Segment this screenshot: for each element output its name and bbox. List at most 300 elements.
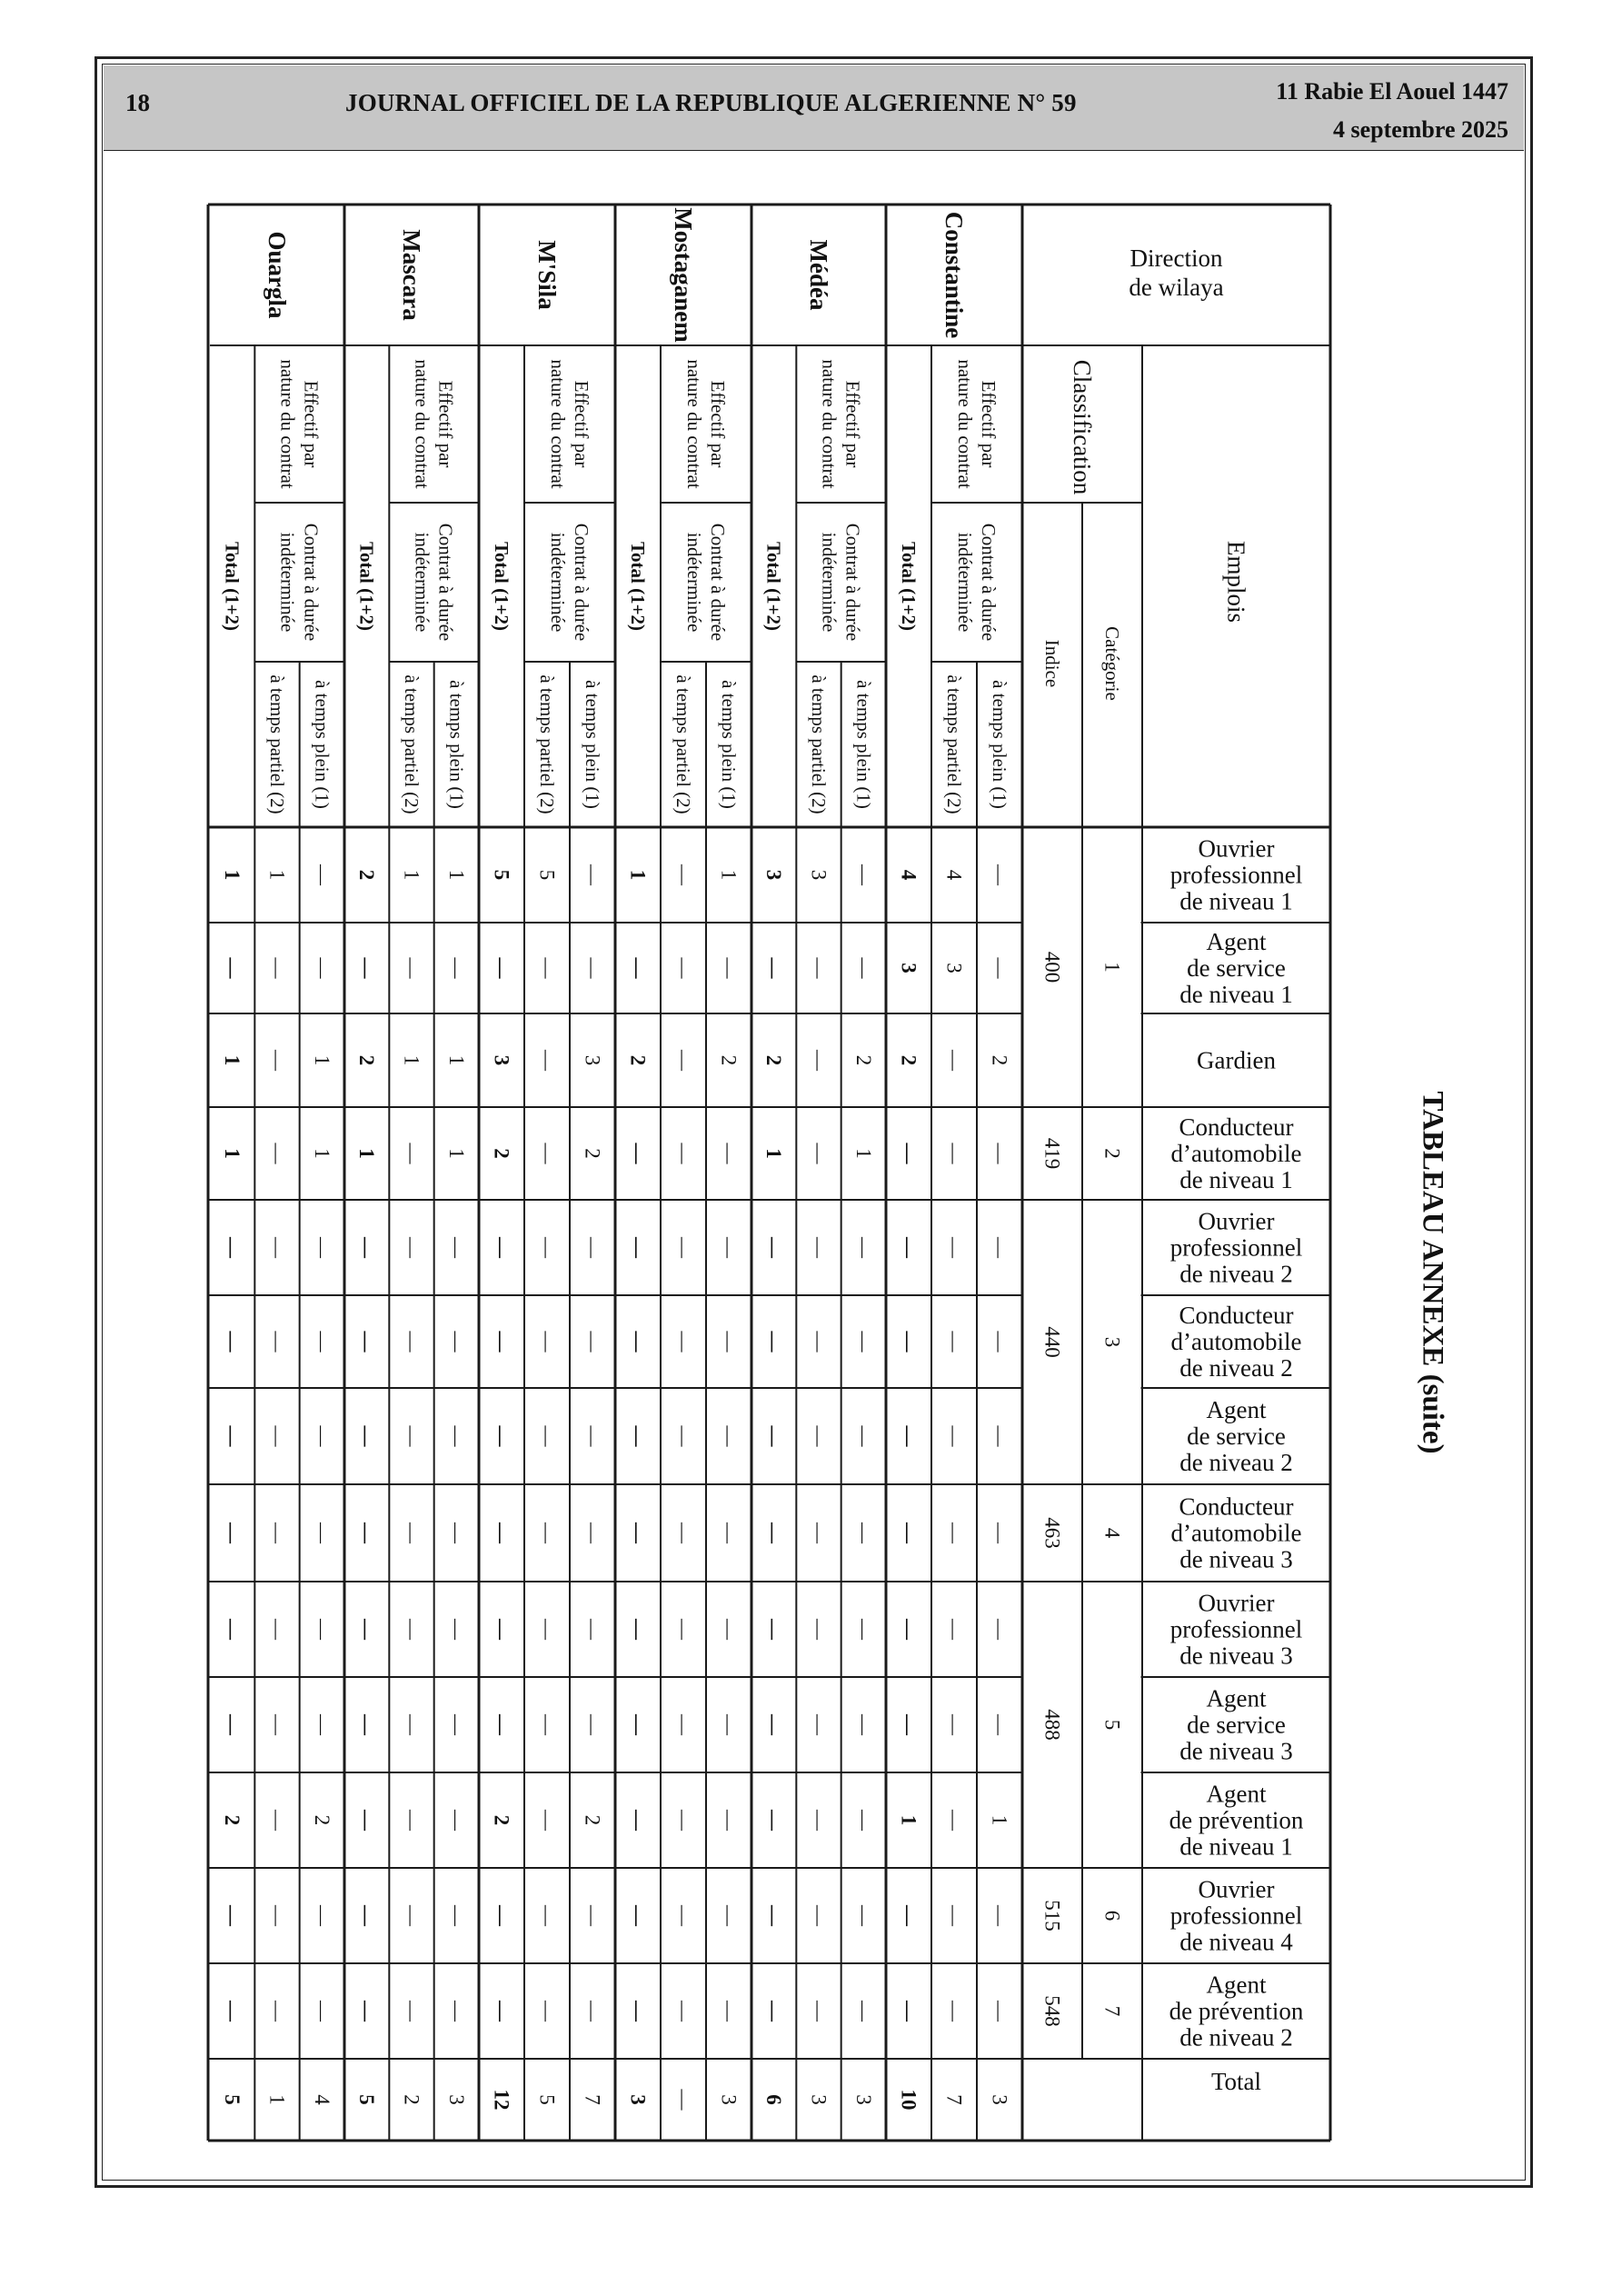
cell-plein-5-10: 2 (310, 1814, 333, 1826)
job-name-4-line-1: professionnel (1169, 1233, 1303, 1262)
partiel-label-3: à temps partiel (2) (536, 674, 558, 814)
job-name-2-line-0: Gardien (1197, 1046, 1276, 1074)
categorie-1: 2 (1100, 1148, 1124, 1159)
cell-partiel-2-6: — (672, 1425, 695, 1447)
cell-partiel-5-5: — (265, 1331, 289, 1353)
cell-plein-3-8: — (581, 1619, 604, 1640)
cell-plein-3-4: — (581, 1237, 604, 1258)
effectif-label-4-line-0: Effectif par (434, 380, 457, 468)
cell-plein-3-13: 7 (581, 2094, 604, 2105)
cell-plein-2-6: — (717, 1425, 741, 1447)
cell-total-2-1: — (626, 957, 650, 979)
job-name-10-line-2: de niveau 1 (1179, 1832, 1293, 1861)
cell-plein-4-8: — (444, 1619, 468, 1640)
cell-plein-0-0: — (988, 864, 1011, 885)
cell-partiel-0-8: — (942, 1619, 966, 1640)
effectif-label-1-line-0: Effectif par (841, 380, 864, 468)
cell-partiel-4-5: — (400, 1331, 423, 1353)
indice-0: 400 (1040, 951, 1064, 983)
effectif-label-3-line-0: Effectif par (571, 380, 592, 468)
plein-label-2: à temps plein (1) (718, 680, 740, 809)
total-label-3: Total (1+2) (491, 541, 512, 632)
total-label-0: Total (1+2) (898, 541, 920, 632)
cell-total-1-6: — (762, 1425, 786, 1447)
cell-total-0-2: 2 (897, 1054, 920, 1066)
cell-partiel-5-7: — (265, 1522, 289, 1543)
cell-plein-5-3: 1 (310, 1148, 333, 1159)
contrat-label-4-line-0: Contrat à durée (434, 523, 457, 642)
cell-partiel-2-1: — (672, 957, 695, 979)
classification-header: Classification (1069, 359, 1096, 495)
cell-total-5-5: — (221, 1331, 244, 1353)
cell-partiel-4-9: — (400, 1714, 423, 1735)
cell-partiel-3-8: — (535, 1619, 559, 1640)
categorie-6: 7 (1100, 2005, 1124, 2017)
cell-partiel-3-0: 5 (535, 869, 559, 881)
cell-plein-1-10: — (851, 1810, 875, 1831)
job-name-5-line-2: de niveau 2 (1179, 1354, 1293, 1382)
job-name-10-line-0: Agent (1206, 1780, 1267, 1808)
cell-total-0-6: — (897, 1425, 920, 1447)
indice-4: 488 (1040, 1709, 1064, 1741)
cell-total-0-8: — (897, 1619, 920, 1640)
cell-plein-3-10: 2 (581, 1814, 604, 1826)
cell-total-1-9: — (762, 1714, 786, 1735)
contrat-label-5-line-1: indéterminée (276, 532, 299, 633)
cell-total-5-8: — (221, 1619, 244, 1640)
cell-plein-1-5: — (851, 1331, 875, 1353)
cell-plein-2-3: — (717, 1143, 741, 1164)
cell-plein-3-3: 2 (581, 1148, 604, 1159)
cell-total-5-3: 1 (221, 1148, 244, 1159)
cell-partiel-2-5: — (672, 1331, 695, 1353)
job-name-1-line-2: de niveau 1 (1179, 981, 1293, 1008)
cell-plein-5-12: — (310, 2001, 333, 2021)
effectif-label-4-line-1: nature du contrat (411, 359, 433, 489)
cell-partiel-1-12: — (807, 2001, 831, 2021)
cell-partiel-0-9: — (942, 1714, 966, 1735)
job-name-9-line-2: de niveau 3 (1179, 1737, 1293, 1765)
direction-header-line-0: Direction (1129, 245, 1223, 272)
cell-plein-1-1: — (851, 957, 875, 979)
cell-total-5-10: 2 (221, 1814, 244, 1826)
cell-plein-0-12: — (988, 2001, 1011, 2021)
cell-total-4-4: — (355, 1237, 379, 1258)
contrat-label-3-line-1: indéterminée (547, 532, 569, 633)
cell-total-3-12: — (490, 2001, 513, 2021)
cell-partiel-1-9: — (807, 1714, 831, 1735)
cell-plein-1-6: — (851, 1425, 875, 1447)
effectif-label-2-line-0: Effectif par (707, 380, 729, 468)
cell-plein-4-11: — (444, 1905, 468, 1926)
cell-total-5-9: — (221, 1714, 244, 1735)
cell-plein-3-1: — (581, 957, 604, 979)
cell-total-3-0: 5 (490, 869, 513, 881)
cell-plein-3-0: — (581, 864, 604, 885)
cell-partiel-5-6: — (265, 1425, 289, 1447)
wilaya-name-1: Médéa (805, 239, 832, 311)
effectif-label-5-line-0: Effectif par (300, 380, 323, 468)
total-col-header: Total (1210, 2068, 1262, 2095)
cell-plein-2-8: — (717, 1619, 741, 1640)
cell-total-0-1: 3 (897, 963, 920, 973)
cell-plein-0-7: — (988, 1522, 1011, 1543)
cell-partiel-1-2: — (807, 1050, 831, 1071)
job-name-12-line-1: de prévention (1169, 1997, 1304, 2025)
cell-partiel-3-3: — (535, 1143, 559, 1164)
cell-total-3-4: — (490, 1237, 513, 1258)
cell-total-4-0: 2 (355, 869, 379, 881)
cell-total-4-9: — (355, 1714, 379, 1735)
job-name-6-line-2: de niveau 2 (1179, 1449, 1293, 1476)
job-name-11-line-2: de niveau 4 (1179, 1928, 1293, 1956)
cell-plein-4-2: 1 (444, 1054, 468, 1066)
cell-partiel-5-4: — (265, 1237, 289, 1258)
cell-plein-4-9: — (444, 1714, 468, 1735)
cell-total-5-2: 1 (221, 1054, 244, 1066)
cell-partiel-2-2: — (672, 1050, 695, 1071)
page-number: 18 (125, 89, 150, 116)
cell-plein-0-6: — (988, 1425, 1011, 1447)
cell-partiel-4-0: 1 (400, 869, 423, 881)
cell-partiel-2-8: — (672, 1619, 695, 1640)
effectif-label-0-line-0: Effectif par (978, 380, 1000, 468)
job-name-4-line-0: Ouvrier (1198, 1207, 1275, 1235)
cell-plein-1-7: — (851, 1522, 875, 1543)
cell-total-3-9: — (490, 1714, 513, 1735)
cell-partiel-2-10: — (672, 1810, 695, 1831)
cell-total-1-5: — (762, 1331, 786, 1353)
cell-partiel-1-1: — (807, 957, 831, 979)
cell-plein-1-8: — (851, 1619, 875, 1640)
cell-total-4-12: — (355, 2001, 379, 2021)
cell-plein-3-5: — (581, 1331, 604, 1353)
cell-total-5-4: — (221, 1237, 244, 1258)
cell-partiel-5-1: — (265, 957, 289, 979)
cell-partiel-1-0: 3 (807, 869, 831, 881)
cell-plein-4-10: — (444, 1810, 468, 1831)
cell-plein-0-10: 1 (988, 1814, 1011, 1826)
cell-plein-4-13: 3 (444, 2094, 468, 2105)
cell-total-1-8: — (762, 1619, 786, 1640)
cell-total-2-2: 2 (626, 1054, 650, 1066)
cell-partiel-4-13: 2 (400, 2094, 423, 2105)
cell-plein-4-12: — (444, 2001, 468, 2021)
job-name-1-line-1: de service (1187, 954, 1286, 982)
cell-total-0-12: — (897, 2001, 920, 2021)
cell-total-4-11: — (355, 1905, 379, 1926)
cell-plein-0-2: 2 (988, 1054, 1011, 1066)
cell-plein-5-1: — (310, 957, 333, 979)
effectif-label-5-line-1: nature du contrat (276, 359, 299, 489)
cell-partiel-2-4: — (672, 1237, 695, 1258)
table-title: TABLEAU ANNEXE (suite) (1416, 1091, 1449, 1454)
cell-plein-1-11: — (851, 1905, 875, 1926)
job-name-10-line-1: de prévention (1169, 1806, 1304, 1834)
cell-total-0-7: — (897, 1522, 920, 1543)
job-name-12-line-0: Agent (1206, 1971, 1267, 1999)
date-hijri: 11 Rabie El Aouel 1447 (1276, 78, 1508, 105)
cell-partiel-3-10: — (535, 1810, 559, 1831)
cell-partiel-0-5: — (942, 1331, 966, 1353)
cell-total-0-13: 10 (897, 2089, 920, 2111)
cell-total-2-7: — (626, 1522, 650, 1543)
cell-partiel-2-3: — (672, 1143, 695, 1164)
cell-total-3-5: — (490, 1331, 513, 1353)
job-name-8-line-2: de niveau 3 (1179, 1642, 1293, 1670)
cell-partiel-1-5: — (807, 1331, 831, 1353)
cell-partiel-3-12: — (535, 2001, 559, 2021)
cell-total-5-12: — (221, 2001, 244, 2021)
cell-total-1-7: — (762, 1522, 786, 1543)
job-name-6-line-1: de service (1187, 1423, 1286, 1450)
indice-5: 515 (1040, 1900, 1064, 1932)
job-name-0-line-0: Ouvrier (1198, 834, 1275, 863)
job-name-0-line-2: de niveau 1 (1179, 887, 1293, 915)
cell-plein-2-1: — (717, 957, 741, 979)
cell-plein-5-5: — (310, 1331, 333, 1353)
cell-plein-1-9: — (851, 1714, 875, 1735)
cell-total-1-4: — (762, 1237, 786, 1258)
cell-total-5-1: — (221, 957, 244, 979)
cell-plein-0-4: — (988, 1237, 1011, 1258)
job-name-7-line-1: d’automobile (1170, 1519, 1302, 1547)
contrat-label-5-line-0: Contrat à durée (300, 523, 323, 642)
cell-plein-0-13: 3 (988, 2094, 1011, 2105)
job-name-3-line-1: d’automobile (1170, 1140, 1302, 1167)
cell-plein-1-13: 3 (851, 2094, 875, 2105)
cell-partiel-3-4: — (535, 1237, 559, 1258)
contrat-label-4-line-1: indéterminée (411, 532, 433, 633)
cell-plein-4-5: — (444, 1331, 468, 1353)
job-name-4-line-2: de niveau 2 (1179, 1260, 1293, 1288)
cell-total-5-6: — (221, 1425, 244, 1447)
cell-total-1-10: — (762, 1810, 786, 1831)
effectif-label-3-line-1: nature du contrat (547, 359, 569, 489)
cell-partiel-5-9: — (265, 1714, 289, 1735)
cell-plein-5-4: — (310, 1237, 333, 1258)
job-name-9-line-1: de service (1187, 1711, 1286, 1739)
cell-plein-4-1: — (444, 957, 468, 979)
cell-partiel-2-11: — (672, 1905, 695, 1926)
cell-partiel-5-8: — (265, 1619, 289, 1640)
cell-total-1-11: — (762, 1905, 786, 1926)
cell-plein-5-11: — (310, 1905, 333, 1926)
cell-partiel-2-13: — (672, 2089, 695, 2111)
cell-partiel-4-8: — (400, 1619, 423, 1640)
cell-total-0-4: — (897, 1237, 920, 1258)
total-label-2: Total (1+2) (627, 541, 649, 632)
cell-partiel-3-9: — (535, 1714, 559, 1735)
job-name-8-line-0: Ouvrier (1198, 1589, 1275, 1617)
cell-partiel-4-4: — (400, 1237, 423, 1258)
cell-total-4-1: — (355, 957, 379, 979)
job-name-3-line-0: Conducteur (1179, 1113, 1294, 1141)
cell-total-0-3: — (897, 1143, 920, 1164)
cell-total-3-8: — (490, 1619, 513, 1640)
cell-plein-1-2: 2 (851, 1054, 875, 1066)
cell-partiel-0-11: — (942, 1905, 966, 1926)
contrat-label-0-line-1: indéterminée (954, 532, 976, 633)
date-gregorian: 4 septembre 2025 (1332, 116, 1508, 143)
cell-plein-5-0: — (310, 864, 333, 885)
cell-total-5-7: — (221, 1522, 244, 1543)
cell-partiel-3-2: — (535, 1050, 559, 1071)
cell-plein-0-1: — (988, 957, 1011, 979)
wilaya-name-2: Mostaganem (670, 207, 697, 343)
effectif-label-2-line-1: nature du contrat (683, 359, 705, 489)
job-name-7-line-2: de niveau 3 (1179, 1545, 1293, 1573)
cell-partiel-1-11: — (807, 1905, 831, 1926)
cell-plein-3-7: — (581, 1522, 604, 1543)
cell-partiel-3-5: — (535, 1331, 559, 1353)
cell-partiel-0-0: 4 (942, 869, 966, 881)
cell-plein-0-5: — (988, 1331, 1011, 1353)
cell-plein-2-5: — (717, 1331, 741, 1353)
categorie-4: 5 (1100, 1719, 1124, 1731)
cell-plein-5-6: — (310, 1425, 333, 1447)
cell-plein-0-3: — (988, 1143, 1011, 1164)
cell-total-2-13: 3 (626, 2094, 650, 2105)
cell-partiel-5-2: — (265, 1050, 289, 1071)
cell-total-1-1: — (762, 957, 786, 979)
cell-total-3-7: — (490, 1522, 513, 1543)
contrat-label-1-line-0: Contrat à durée (841, 523, 864, 642)
cell-plein-2-13: 3 (717, 2094, 741, 2105)
emplois-header: Emplois (1222, 540, 1250, 624)
cell-partiel-0-3: — (942, 1143, 966, 1164)
cell-plein-5-7: — (310, 1522, 333, 1543)
cell-total-4-8: — (355, 1619, 379, 1640)
total-label-1: Total (1+2) (762, 541, 785, 632)
job-name-3-line-2: de niveau 1 (1179, 1166, 1293, 1193)
cell-partiel-5-0: 1 (265, 869, 289, 881)
indice-1: 419 (1040, 1137, 1064, 1170)
cell-plein-2-11: — (717, 1905, 741, 1926)
partiel-label-5: à temps partiel (2) (266, 674, 288, 814)
cell-plein-5-13: 4 (310, 2094, 333, 2105)
effectif-label-1-line-1: nature du contrat (818, 359, 841, 489)
plein-label-4: à temps plein (1) (445, 680, 468, 809)
cell-partiel-1-3: — (807, 1143, 831, 1164)
cell-partiel-2-12: — (672, 2001, 695, 2021)
categorie-2: 3 (1100, 1336, 1124, 1348)
cell-partiel-0-1: 3 (942, 963, 966, 973)
cell-total-3-11: — (490, 1905, 513, 1926)
partiel-label-0: à temps partiel (2) (943, 674, 965, 814)
cell-partiel-4-3: — (400, 1143, 423, 1164)
job-name-6-line-0: Agent (1206, 1396, 1267, 1423)
cell-total-1-13: 6 (762, 2094, 786, 2105)
cell-plein-2-7: — (717, 1522, 741, 1543)
cell-partiel-1-7: — (807, 1522, 831, 1543)
cell-total-5-11: — (221, 1905, 244, 1926)
cell-partiel-1-6: — (807, 1425, 831, 1447)
wilaya-name-0: Constantine (940, 211, 968, 339)
cell-partiel-0-10: — (942, 1810, 966, 1831)
cell-partiel-2-9: — (672, 1714, 695, 1735)
job-name-8-line-1: professionnel (1169, 1615, 1303, 1643)
indice-2: 440 (1040, 1326, 1064, 1358)
cell-partiel-0-7: — (942, 1522, 966, 1543)
cell-plein-2-2: 2 (717, 1054, 741, 1066)
cell-total-3-1: — (490, 957, 513, 979)
cell-total-5-0: 1 (221, 869, 244, 881)
job-name-11-line-1: professionnel (1169, 1902, 1303, 1930)
job-name-9-line-0: Agent (1206, 1684, 1267, 1712)
categorie-3: 4 (1100, 1527, 1124, 1539)
job-name-0-line-1: professionnel (1169, 861, 1303, 889)
cell-plein-1-12: — (851, 2001, 875, 2021)
cell-plein-0-9: — (988, 1714, 1011, 1735)
cell-plein-3-9: — (581, 1714, 604, 1735)
cell-partiel-3-7: — (535, 1522, 559, 1543)
total-label-4: Total (1+2) (355, 541, 378, 632)
cell-plein-5-8: — (310, 1619, 333, 1640)
wilaya-name-3: M'Sila (533, 240, 561, 310)
cell-plein-3-6: — (581, 1425, 604, 1447)
cell-partiel-1-4: — (807, 1237, 831, 1258)
wilaya-name-5: Ouargla (264, 231, 291, 319)
cell-partiel-4-11: — (400, 1905, 423, 1926)
cell-partiel-4-7: — (400, 1522, 423, 1543)
cell-total-3-6: — (490, 1425, 513, 1447)
plein-label-1: à temps plein (1) (852, 680, 875, 809)
total-label-5: Total (1+2) (221, 541, 244, 632)
contrat-label-1-line-1: indéterminée (818, 532, 841, 633)
cell-total-0-9: — (897, 1714, 920, 1735)
cell-plein-4-7: — (444, 1522, 468, 1543)
indice-header: Indice (1041, 639, 1063, 688)
cell-total-0-11: — (897, 1905, 920, 1926)
cell-plein-2-10: — (717, 1810, 741, 1831)
cell-plein-4-0: 1 (444, 869, 468, 881)
cell-plein-5-9: — (310, 1714, 333, 1735)
cell-total-3-3: 2 (490, 1148, 513, 1159)
cell-partiel-0-2: — (942, 1050, 966, 1071)
plein-label-3: à temps plein (1) (582, 680, 603, 809)
cell-total-1-0: 3 (762, 869, 786, 881)
cell-plein-2-4: — (717, 1237, 741, 1258)
cell-partiel-0-4: — (942, 1237, 966, 1258)
cell-partiel-4-6: — (400, 1425, 423, 1447)
plein-label-0: à temps plein (1) (989, 680, 1010, 809)
job-name-5-line-0: Conducteur (1179, 1302, 1294, 1329)
cell-partiel-5-12: — (265, 2001, 289, 2021)
partiel-label-4: à temps partiel (2) (401, 674, 423, 814)
wilaya-name-4: Mascara (398, 229, 425, 321)
cell-plein-4-6: — (444, 1425, 468, 1447)
cell-plein-0-11: — (988, 1905, 1011, 1926)
job-name-1-line-0: Agent (1206, 928, 1267, 955)
cell-plein-4-3: 1 (444, 1148, 468, 1159)
cell-plein-3-12: — (581, 2001, 604, 2021)
cell-total-3-2: 3 (490, 1054, 513, 1066)
cell-total-2-5: — (626, 1331, 650, 1353)
categorie-header: Catégorie (1101, 626, 1123, 701)
cell-total-4-10: — (355, 1810, 379, 1831)
job-name-5-line-1: d’automobile (1170, 1328, 1302, 1355)
cell-total-0-10: 1 (897, 1814, 920, 1826)
contrat-label-0-line-0: Contrat à durée (978, 523, 1000, 642)
cell-plein-2-9: — (717, 1714, 741, 1735)
cell-partiel-1-8: — (807, 1619, 831, 1640)
contrat-label-2-line-1: indéterminée (683, 532, 705, 633)
cell-total-2-12: — (626, 2001, 650, 2021)
cell-partiel-0-6: — (942, 1425, 966, 1447)
cell-partiel-0-13: 7 (942, 2094, 966, 2105)
job-name-7-line-0: Conducteur (1179, 1492, 1294, 1521)
